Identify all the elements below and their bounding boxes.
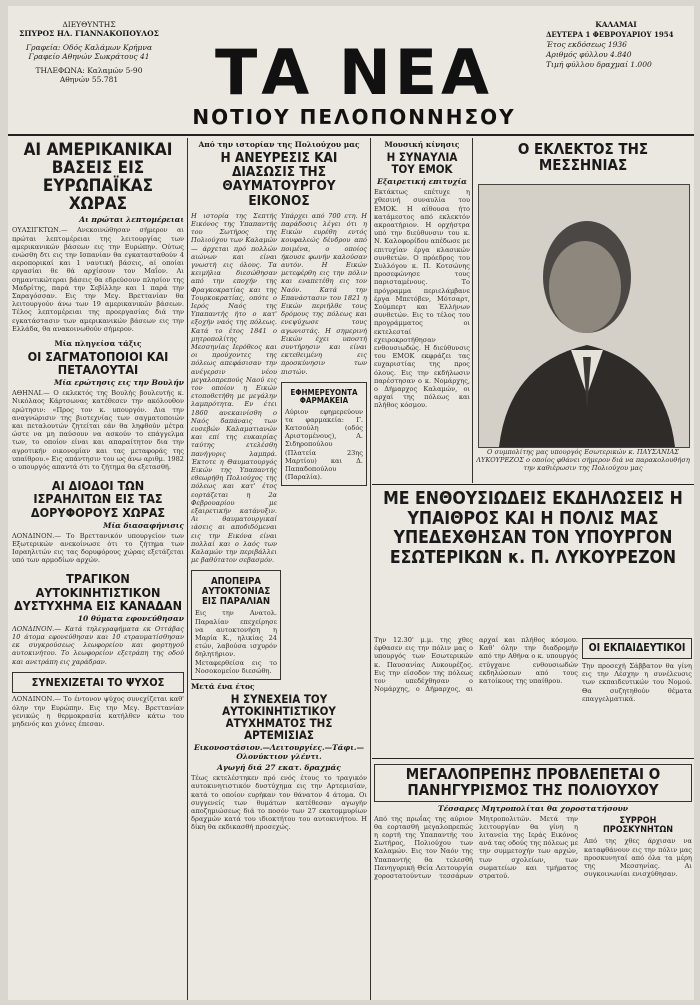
- article-body: Την προσεχή Σάββατον θα γίνη εις την Λέσχην η συνέλευσις των εκπαιδευτικών του Νομού. Θα συζητηθούν θέματα επαγγελματικά.: [582, 662, 692, 703]
- article-body: Εκτάκτως επέτυχε η χθεσινή συναυλία του ΕΜΟΚ. Η αίθουσα ήτο κατάμεστος από εκλεκτόν ακροατήριον. Η ορχήστρα υπό την διεύθυνσιν του κ. Ν. Καλοφορίδου απέδωσε με επιτυχίαν έργα κλασικών συνθετών. Ο πρόεδρος του Συλλόγου κ. Π. Κοτσώνης προσεφώνησε τους παρισταμένους. Το πρόγραμμα περιελάμβανε έργα Μπετόβεν, Μότσαρτ, Σούμπερτ και Έλλήνων συνθετών. Εις το τέλος του προγράμματος οι εκτελεσταί εχειροκροτήθησαν ενθουσιωδώς. Η διεύθυνσις του ΕΜΟΚ εκφράζει τας ευχαριστίας της προς όλους. Εις την εκδήλωσιν παρέστησαν ο κ. Νομάρχης, ο Δήμαρχος Καλαμών, οι αρχαί της πόλεως και πλήθος κόσμου.: [374, 188, 470, 410]
- phone-athens: Αθηνών 55.781: [59, 74, 119, 84]
- article-headline: ΟΙ ΣΑΓΜΑΤΟΠΟΙΟΙ ΚΑΙ ΠΕΤΑΛΟΥΤΑΙ: [27, 349, 169, 378]
- article-headline: ΑΙ ΔΙΟΔΟΙ ΤΩΝ ΙΣΡΑΗΛΙΤΩΝ ΕΙΣ ΤΑΣ ΔΟΡΥΦΟΡΟΥΣ ΧΩΡΑΣ: [30, 478, 166, 520]
- masthead-right-info: [546, 20, 686, 70]
- box-body: Αύριον εφημερεύουν τα φαρμακεία: Γ. Κατσούλη (οδός Αριστομένους), Α. Σιδηροπούλου (Πλατεία 23ης Μαρτίου) και Δ. Παπαδοπούλου (Παραλία).: [285, 407, 363, 482]
- year-founded: Έτος εκδόσεως 1936: [546, 39, 627, 49]
- city-name: ΚΑΛΑΜΑΙ: [595, 20, 637, 29]
- article-subhead: Εξαιρετική επιτυχία: [377, 177, 467, 187]
- article-body: ΛΟΝΔΙΝΟΝ.— Το έντονον ψύχος συνεχίζεται καθ' όλην την Ευρώπην. Εις την Μεγ. Βρεττανίαν γενικώς η θερμοκρασία κατήλθεν κάτω του μηδενός και χιόνες έπεσαν.: [12, 695, 184, 729]
- article-subhead: Μία ερώτησις εις την Βουλήν: [54, 378, 184, 388]
- column-rule: [370, 138, 371, 1000]
- article-headline: ΜΕΓΑΛΟΠΡΕΠΗΣ ΠΡΟΒΛΕΠΕΤΑΙ Ο ΠΑΝΗΓΥΡΙΣΜΟΣ ΤΗΣ ΠΟΛΙΟΥΧΟΥ: [374, 764, 692, 802]
- article-subhead: Μία διασαφήνισις: [103, 520, 184, 530]
- article-kicker: Μετά ένα έτος: [191, 682, 255, 691]
- newspaper-title: ΤΑ ΝΕΑ: [214, 36, 494, 109]
- article-body: ΑΘΗΝΑΙ.— Ο εκλεκτός της Βουλής βουλευτής κ. Νικόλαος Κάρτσωνας κατέθεσεν την ακόλουθον ερώτησιν: «Προς τον κ. υπουργόν. Δια την αναγνώρισιν της βιοτεχνίας των σαγματοποιών και πεταλουτών ζητείται εάν θα ληφθούν μέτρα ώστε να μη παύσουν να ασκούν το επάγγελμα των, το οποίον είναι και απαραίτητον δια την αγροτικήν οικονομίαν και τας μεταφοράς της υπαίθρου.» Εις απάντησιν του ως άνω αριθμ. 1982 ο υπουργός απαντά ότι το ζήτημα θα εξετασθή.: [12, 389, 184, 472]
- article-body: ΟΥΑΣΙΓΚΤΩΝ.— Ανεκοινώθησαν σήμερον αι πρώται λεπτομέρειαι της λειτουργίας των αμερικανικών βάσεων εις την Ευρώπην. Ούτως ενώσθη δτι εις την Ισπανίαν θα εγκατασταθούν 4 αεροπορικαί και 1 ναυτική βάσεις, αί οποίαι εργασίαι θε θά αρχίσουν τον Μαΐον. Αι σημαντικώτεραι βάσεις θα εδρεύσουν πλησίον της Μαδρίτης, παρά την Σεβίλλην και 1 παρά την Σαραγόσσαν. Εις την Μεγ. Βρεττανίαν θα λειτουργούν άνω των 19 αμερικανικών βάσεων. Τέλος λεπτομέρειαι της προεργασίας διά την εγκατάστασιν των αμερικανικών βάσεων εις την Ελλάδα, θα ανακοινωθούν σήμερον.: [12, 226, 184, 333]
- box-headline: ΕΦΗΜΕΡΕΥΟΝΤΑ ΦΑΡΜΑΚΕΙΑ: [290, 387, 358, 406]
- masthead-left-info: [14, 20, 164, 84]
- photo-caption-wrap: [476, 448, 690, 482]
- article-kicker: Από την ιστορίαν της Πολιούχου μας: [198, 140, 360, 149]
- box-body: Εις την Ανατολ. Παραλίαν επεχείρησε να αυτοκτονήση η Μαρία Κ., ηλικίας 24 ετών, λαβούσα ισχυρόν δηλητήριον. Μεταφερθείσα εις το Νοσοκομείον διεσώθη.: [195, 609, 277, 675]
- director-name: ΣΠΥΡΟΣ ΗΛ. ΓΙΑΝΝΑΚΟΠΟΥΛΟΣ: [19, 29, 159, 39]
- masthead-rule: [8, 134, 694, 136]
- article-headline: ΟΙ ΕΚΠΑΙΔΕΥΤΙΚΟΙ: [582, 638, 692, 659]
- column-rule: [187, 138, 188, 1000]
- phone-kalamata: ΤΗΛΕΦΩΝΑ: Καλαμών 5-90: [35, 65, 143, 75]
- column-left: [12, 140, 184, 998]
- article-subhead: Τέσσαρες Μητροπολίται θα χοροστατήσουν: [437, 803, 629, 813]
- issue-number: Αριθμός φύλλου 4.840: [546, 49, 632, 59]
- minister-portrait: [478, 184, 690, 448]
- article-headline: ΑΙ ΑΜΕΡΙΚΑΝΙΚΑΙ ΒΑΣΕΙΣ ΕΙΣ ΕΥΡΩΠΑΪΚΑΣ ΧΩΡΑΣ: [23, 140, 173, 214]
- article-subheadline: ΣΥΡΡΟΗ ΠΡΟΣΚΥΝΗΤΩΝ: [603, 815, 673, 835]
- newspaper-subtitle: ΝΟΤΙΟΥ ΠΕΛΟΠΟΝΝΗΣΟΥ: [192, 105, 516, 129]
- suicide-attempt-box: [191, 570, 281, 680]
- office-address: Γραφεία: Οδός Καλάμων Κρήμνα: [25, 42, 153, 52]
- masthead: [8, 6, 694, 134]
- photo-caption: Ο συμπολίτης μας υπουργός Εσωτερικών κ. ΠΑΥΣΑΝΙΑΣ ΛΥΚΟΥΡΕΖΟΣ ο οποίος φθάνει σήμερον διά να παρακολουθήση την καθιέρωσιν της Πολιούχου μας: [476, 448, 690, 473]
- pharmacies-box: [281, 382, 367, 487]
- article-body: Η ιστορία της Σεπτής Εικόνος της Υπαπαντής του Σωτήρος της Πολιούχου των Καλαμών — άρχεται πρό πολλών αιώνων και είναι γνωστή εις όλους. Τα κειμήλια διεσώθησαν από την εποχήν της Φραγκοκρατίας και της Τουρκοκρατίας, οπότε ο Ιερός Ναός της Υπαπαντής ήτο ο κατ' εξοχήν ναός της πόλεως. Κατά το έτος 1841 ο μητροπολίτης Μεσσηνίας Ιερόθεος και οι προύχοντες της πόλεως απεφάσισαν την ανέγερσιν νέου μεγαλοπρεπούς Ναού εις τον οποίον η Εικών ετοποθετήθη με μεγάλην λαμπρότητα. Εν έτει 1860 ανεκαινίσθη ο Ναός δαπάναις των ευσεβών Καλαματιανών και επί της ευκαιρίας ταύτης ετελέσθη πανήγυρις λαμπρά. Έκτοτε η Θαυματουργός Εικών της Υπαπαντής εθεωρήθη Πολιούχος της πόλεως και κατ' έτος εορτάζεται η 2α Φεβρουαρίου με εξαιρετικήν κατάνυξιν. Αι θαυματουργικαί ιάσεις αι αποδιδόμεναι εις την Εικόνα είναι πολλαί και ο λαός των Καλαμών την περιβάλλει με βαθύτατον σεβασμόν.: [191, 211, 277, 565]
- feast-article: [374, 762, 692, 998]
- article-body: ΛΟΝΔΙΝΟΝ.— Το Βρεττανικόν υπουργείον των Εξωτερικών ανεκοίνωσε ότι το ζήτημα των Ισραηλιτών εις τας δορυφόρους χώρας εξετάζεται υπό των αρμοδίων αρχών.: [12, 531, 184, 565]
- article-subhead: 10 θύματα εφονεύθησαν: [77, 613, 184, 623]
- article-body: Την 12.30' μ.μ. της χθες έφθασεν εις την πόλιν μας ο υπουργός των Εσωτερικών κ. Παυσανίας Λυκουρέζος. Εις την είσοδον της πόλεως τον υπεδέχθησαν ο Νομάρχης, ο Δήμαρχος, αι αρχαί και πλήθος κόσμου. Καθ' όλην την διαδρομήν από την Αθήνα ο κ. υπουργός ετύγχανε ενθουσιωδών εκδηλώσεων από τους κατοίκους της υπαίθρου.: [374, 636, 578, 694]
- article-headline: Η ΑΝΕΥΡΕΣΙΣ ΚΑΙ ΔΙΑΣΩΣΙΣ ΤΗΣ ΘΑΥΜΑΤΟΥΡΓΟΥ ΕΙΚΟΝΟΣ: [220, 150, 338, 209]
- newspaper-page: [8, 6, 694, 1000]
- article-body: Τέως εκτελέστηκεν πρό ενός έτους το τραγικόν αυτοκινητιστικόν δυστύχημα εις την Αρτεμισίαν, κατά το οποίον ευρήκαν τον θάνατον 4 άτομα. Οι συγγενείς των θυμάτων κατέθεσαν αγωγήν αποζημιώσεως διά το ποσόν των 27 εκατομμυρίων δραχμών κατά του ιδιοκτήτου του αυτοκινήτου. Η δίκη θα εκδικασθή προσεχώς.: [191, 774, 367, 832]
- article-body-continued: Υπάρχει από 700 ετη. Η παράδοσις λέγει ότι η Εικών ευρέθη εντός κουφαλεώς δένδρου από ποιμένα, ο οποίος ήκουσε φωνήν καλούσαν αυτόν. Η Εικών μετεφέρθη εις την πόλιν και εναπετέθη εις τον Ναόν. Κατά την Επανάστασιν του 1821 η Εικών περιήλθε τους δρόμους της πόλεως και ενεψύχωσε τους αγωνιστάς. Η σημερινή Εικών έχει υποστή συντήρησιν και είναι εκτεθειμένη εις προσκύνησιν των πιστών.: [281, 211, 367, 376]
- article-headline: Η ΣΥΝΑΥΛΙΑ ΤΟΥ ΕΜΟΚ: [386, 150, 458, 177]
- article-body: ΛΟΝΔΙΝΟΝ.— Κατά τηλεγραφήματα εκ Οττάβας 10 άτομα εφονεύθησαν και 10 ετραυματίσθησαν εκ συγκρούσεως λεωφορείου και φορτηγού αυτοκινήτου. Το λεωφορείον εξετράπη της οδού και ανετράπη εις χαράδραν.: [12, 624, 184, 666]
- teachers-article: [582, 636, 692, 756]
- column-music: [374, 140, 470, 485]
- article-body: Από της πρωΐας της αύριον θα εορτασθή μεγαλοπρεπώς η εορτή της Υπαπαντής του Σωτήρος, Πολιούχου των Καλαμών. Εις τον Ναόν της Υπαπαντής θα τελεσθή Πανηγυρική Θεία Λειτουργία χοροστατούντων τεσσάρων Μητροπολιτών. Μετά την λειτουργίαν θα γίνη η λιτανεία της Ιεράς Εικόνος ανά τας οδούς της πόλεως με την συμμετοχήν των αρχών, των σχολείων, των σωματείων και τμήματος στρατού.: [374, 814, 578, 880]
- article-kicker: Μία πληγείσα τάξις: [54, 339, 142, 349]
- accident-article: [191, 682, 367, 998]
- article-headline: ΣΥΝΕΧΙΖΕΤΑΙ ΤΟ ΨΥΧΟΣ: [12, 672, 184, 694]
- athens-office: Γραφείο Αθηνών Σωκράτους 41: [28, 52, 150, 62]
- article-headline: Ο ΕΚΛΕΚΤΟΣ ΤΗΣ ΜΕΣΣΗΝΙΑΣ: [517, 140, 649, 174]
- big-headline-wrap: [374, 488, 692, 636]
- article-headline: Η ΣΥΝΕΧΕΙΑ ΤΟΥ ΑΥΤΟΚΙΝΗΤΙΣΤΙΚΟΥ ΑΤΥΧΗΜΑΤΟΣ ΤΗΣ ΑΡΤΕΜΙΣΙΑΣ: [222, 692, 336, 743]
- article-subhead: Εικονοστάσιον.—Λειτουργίες.—Τάφι.—Ολονύκτιον γλέντι.: [194, 743, 364, 762]
- article-headline: ΤΡΑΓΙΚΟΝ ΑΥΤΟΚΙΝΗΤΙΣΤΙΚΟΝ ΔΥΣΤΥΧΗΜΑ ΕΙΣ ΚΑΝΑΔΑΝ: [13, 571, 183, 613]
- portrait-image: [479, 185, 689, 447]
- article-subhead: Αι πρώται λεπτομέρειαι: [79, 215, 184, 225]
- issue-date: ΔΕΥΤΕΡΑ 1 ΦΕΒΡΟΥΑΡΙΟΥ 1954: [546, 30, 674, 40]
- box-headline: ΑΠΟΠΕΙΡΑ ΑΥΤΟΚΤΟΝΙΑΣ ΕΙΣ ΠΑΡΑΛΙΑΝ: [201, 576, 271, 608]
- minister-article: [374, 636, 578, 756]
- photo-headline-wrap: [476, 140, 690, 184]
- director-label: ΔΙΕΥΘΥΝΤΗΣ: [62, 20, 116, 29]
- article-kicker: Μουσική κίνησις: [384, 140, 460, 149]
- issue-price: Τιμή φύλλου δραχμαί 1.000: [546, 59, 652, 69]
- section-rule: [372, 484, 694, 485]
- article-body: Από της χθες άρχισαν να καταφθάνουν εις την πόλιν μας προσκυνηταί από όλα τα μέρη της Μεσσηνίας. Αι συγκοινωνίαι ενισχύθησαν.: [584, 837, 692, 879]
- column-rule: [472, 138, 473, 483]
- article-subhead-2: Αγωγή διά 27 εκατ. δραχμάς: [217, 763, 341, 773]
- section-rule: [372, 758, 694, 759]
- main-headline: ΜΕ ΕΝΘΟΥΣΙΩΔΕΙΣ ΕΚΔΗΛΩΣΕΙΣ Η ΥΠΑΙΘΡΟΣ ΚΑΙ Η ΠΟΛΙΣ ΜΑΣ ΥΠΕΔΕΧΘΗΣΑΝ ΤΟΝ ΥΠΟΥΡΓΟΝ ΕΣΩΤΕΡΙΚΩΝ κ. Π. ΛΥΚΟΥΡΕΖΟΝ: [383, 489, 683, 568]
